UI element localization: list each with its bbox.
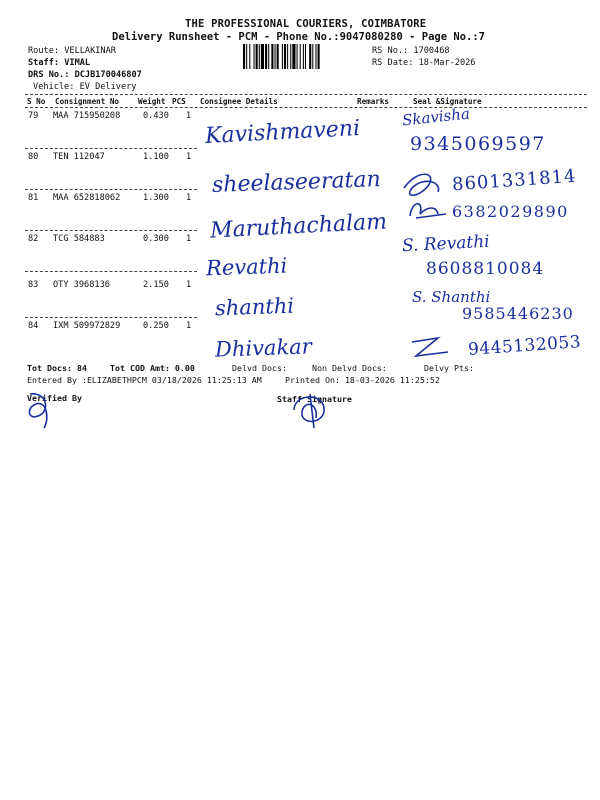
phone-number: 9585446230 bbox=[462, 304, 574, 323]
row-pcs: 1 bbox=[186, 321, 192, 331]
row-consignment: OTY 3968136 bbox=[53, 280, 110, 290]
row-consignment: MAA 652818062 bbox=[53, 193, 121, 203]
row-separator bbox=[25, 189, 197, 190]
row-separator bbox=[25, 148, 197, 149]
non-delivered-docs: Non Delvd Docs: bbox=[312, 363, 387, 373]
row-sno: 81 bbox=[28, 193, 39, 203]
consignee-name: Dhivakar bbox=[214, 334, 313, 362]
row-sno: 84 bbox=[28, 321, 39, 331]
barcode-image bbox=[243, 44, 368, 69]
consignee-name: shanthi bbox=[214, 293, 295, 321]
phone-number: 6382029890 bbox=[452, 202, 569, 221]
phone-number: 9345069597 bbox=[410, 133, 546, 155]
staff-signature-label: Staff Signature bbox=[277, 394, 352, 404]
row-sno: 79 bbox=[28, 111, 39, 121]
row-consignment: TEN 112047 bbox=[53, 152, 105, 162]
row-consignment: TCG 584883 bbox=[53, 234, 105, 244]
row-weight: 2.150 bbox=[143, 280, 169, 290]
phone-number: 8601331814 bbox=[451, 165, 578, 196]
phone-number: 8608810084 bbox=[426, 259, 545, 279]
row-weight: 0.430 bbox=[143, 111, 169, 121]
printed-on: Printed On: 18-03-2026 11:25:52 bbox=[285, 375, 440, 385]
col-pcs: PCS bbox=[172, 97, 186, 106]
route-label: Route: VELLAKINAR bbox=[28, 46, 116, 56]
consignee-name: Maruthachalam bbox=[209, 209, 388, 244]
total-docs: Tot Docs: 84 bbox=[27, 363, 87, 373]
signature-text: Skavisha bbox=[401, 104, 471, 130]
row-sno: 82 bbox=[28, 234, 39, 244]
col-remarks: Remarks bbox=[357, 97, 390, 106]
row-consignment: IXM 509972829 bbox=[53, 321, 121, 331]
consignee-name: Revathi bbox=[205, 253, 288, 281]
delivery-points: Delvy Pts: bbox=[424, 363, 474, 373]
rs-date: RS Date: 18-Mar-2026 bbox=[372, 58, 476, 68]
signature-scribble-icon bbox=[408, 334, 468, 364]
signature-scribble-icon bbox=[402, 196, 452, 226]
row-weight: 1.300 bbox=[143, 193, 169, 203]
col-consignment: Consignment No bbox=[55, 97, 120, 106]
col-seal-signature: Seal &Signature bbox=[413, 97, 482, 106]
row-pcs: 1 bbox=[186, 111, 192, 121]
phone-number: 9445132053 bbox=[467, 332, 582, 360]
row-weight: 0.250 bbox=[143, 321, 169, 331]
col-sno: S No bbox=[27, 97, 46, 106]
row-weight: 0.300 bbox=[143, 234, 169, 244]
runsheet-subtitle: Delivery Runsheet - PCM - Phone No.:9047080280 - Page No.:7 bbox=[112, 31, 485, 43]
header-top-rule bbox=[25, 94, 587, 95]
signature-scribble-icon bbox=[398, 164, 448, 204]
drs-label: DRS No.: DCJB170046807 bbox=[28, 70, 142, 80]
consignee-name: sheelaseeratan bbox=[211, 167, 382, 198]
col-weight: Weight bbox=[138, 97, 166, 106]
header-bottom-rule bbox=[25, 107, 587, 108]
row-weight: 1.100 bbox=[143, 152, 169, 162]
row-pcs: 1 bbox=[186, 193, 192, 203]
row-pcs: 1 bbox=[186, 152, 192, 162]
vehicle-label: Vehicle: EV Delivery bbox=[33, 82, 137, 92]
row-pcs: 1 bbox=[186, 234, 192, 244]
signature-text: S. Revathi bbox=[401, 231, 491, 257]
total-cod-amount: Tot COD Amt: 0.00 bbox=[110, 363, 195, 373]
consignee-name: Kavishmaveni bbox=[204, 115, 361, 150]
row-separator bbox=[25, 317, 197, 318]
signature-text: S. Shanthi bbox=[412, 288, 491, 306]
row-pcs: 1 bbox=[186, 280, 192, 290]
staff-label: Staff: VIMAL bbox=[28, 58, 91, 68]
row-separator bbox=[25, 230, 197, 231]
col-consignee: Consignee Details bbox=[200, 97, 278, 106]
company-title: THE PROFESSIONAL COURIERS, COIMBATORE bbox=[185, 18, 427, 30]
verified-by-label: Verified By bbox=[27, 393, 82, 403]
rs-number: RS No.: 1700468 bbox=[372, 46, 450, 56]
row-consignment: MAA 715950208 bbox=[53, 111, 121, 121]
delivered-docs: Delvd Docs: bbox=[232, 363, 287, 373]
entered-by: Entered By :ELIZABETHPCM 03/18/2026 11:25:13 AM bbox=[27, 375, 262, 385]
row-sno: 80 bbox=[28, 152, 39, 162]
row-sno: 83 bbox=[28, 280, 39, 290]
row-separator bbox=[25, 271, 197, 272]
